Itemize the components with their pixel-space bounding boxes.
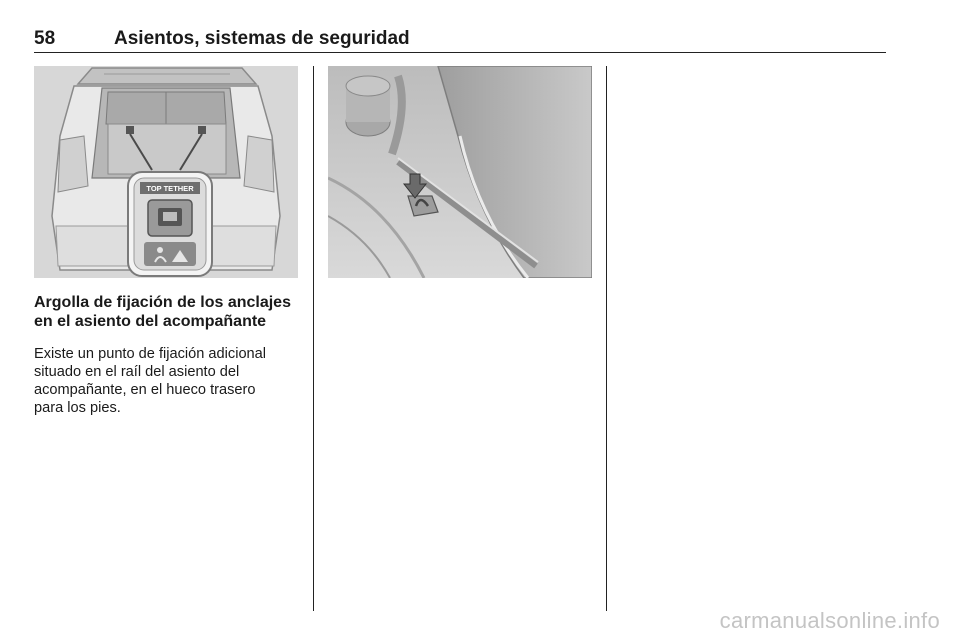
page-number: 58: [34, 28, 56, 49]
figure-top-tether-rear: [34, 66, 298, 278]
badge-label: TOP TETHER: [146, 184, 194, 193]
watermark: carmanualsonline.info: [719, 608, 940, 633]
page-header: [34, 28, 886, 52]
heading-line-2: en el asiento del acompañante: [34, 313, 267, 330]
car-rear-illustration: [34, 66, 298, 278]
figure-seat-rail-anchor: [328, 66, 592, 278]
chapter-title: Asientos, sistemas de seguridad: [114, 28, 410, 49]
body-line-3: acompañante, en el hueco trasero: [34, 382, 256, 398]
section-heading: [34, 293, 304, 331]
body-line-1: Existe un punto de fijación adicional: [34, 346, 267, 362]
section-body: [34, 345, 304, 417]
column-divider-1: [313, 66, 314, 611]
heading-line-1: Argolla de fijación de los anclajes: [34, 294, 291, 311]
column-divider-2: [606, 66, 607, 611]
seat-rail-illustration: [328, 66, 592, 278]
header-rule: [34, 52, 886, 53]
body-line-4: para los pies.: [34, 400, 121, 416]
body-line-2: situado en el raíl del asiento del: [34, 364, 240, 380]
